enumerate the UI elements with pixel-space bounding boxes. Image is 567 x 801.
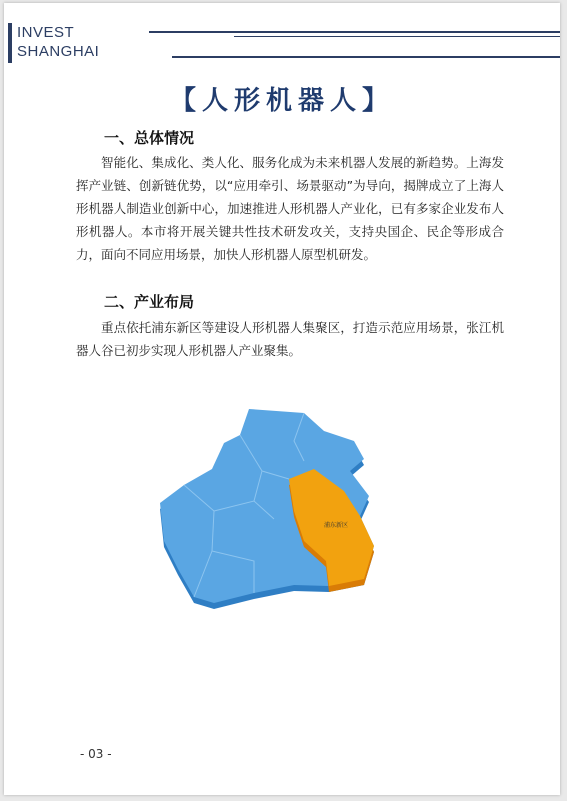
header-rule-thin [234, 36, 560, 37]
section-body-layout: 重点依托浦东新区等建设人形机器人集聚区，打造示范应用场景，张江机器人谷已初步实现人形机器人产业聚集。 [76, 320, 504, 358]
brand-text-shanghai: SHANGHAI [17, 43, 100, 60]
brand-accent-bar [8, 23, 12, 63]
section-body-overview: 智能化、集成化、类人化、服务化成为未来机器人发展的新趋势。上海发挥产业链、创新链优势，以“应用牵引、场景驱动”为导向，揭牌成立了上海人形机器人制造业创新中心，加速推进人形机器人产业化，已有多家企业发布人形机器人。本市将开展关键共性技术研发攻关，支持央国企、民企等形成合力，面向不同应用场景，加快人形机器人原型机研发。 [76, 155, 504, 262]
page-number: - 03 - [80, 747, 112, 761]
header-rule [149, 31, 560, 33]
section-heading-layout: 二、产业布局 [104, 293, 195, 311]
shanghai-map [154, 401, 384, 611]
document-page [4, 3, 560, 795]
brand-text-invest: INVEST [17, 24, 75, 41]
page-title: 【人形机器人】 [169, 86, 394, 116]
map-region-label: 浦东新区 [324, 522, 349, 529]
section-heading-overview: 一、总体情况 [104, 129, 195, 147]
header-rule-lower [172, 56, 560, 58]
